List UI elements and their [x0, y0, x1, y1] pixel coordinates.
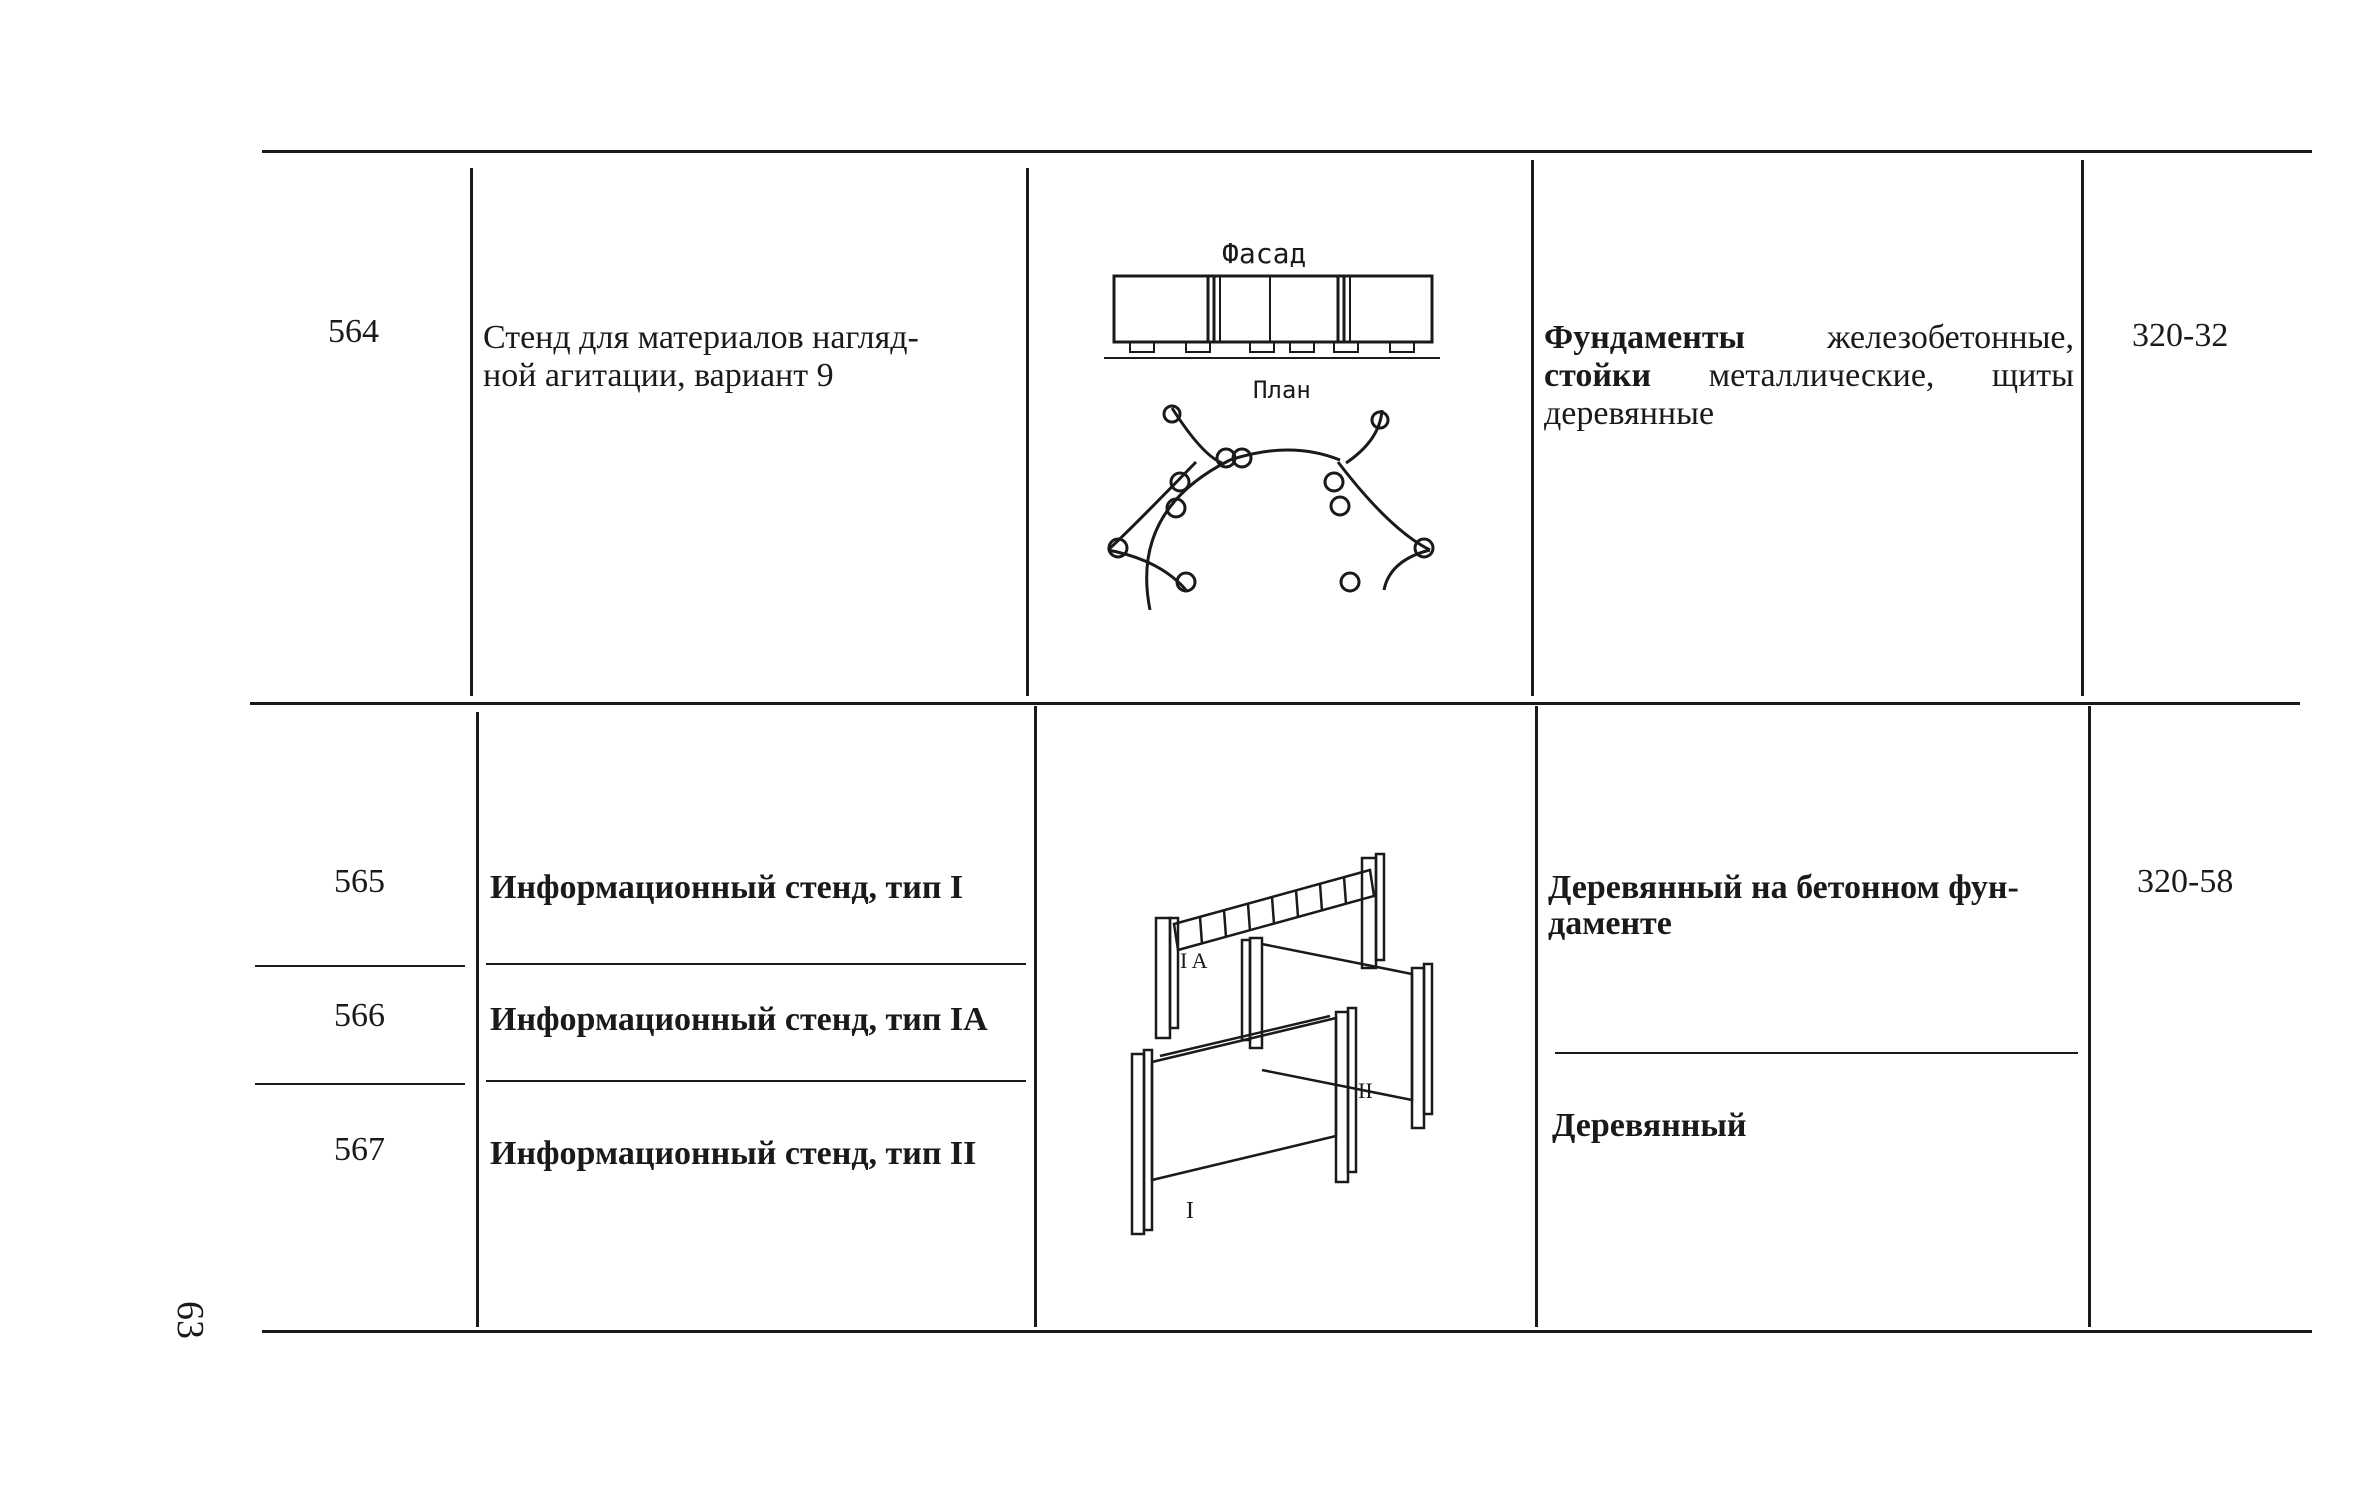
- facade-elevation: [1104, 276, 1440, 358]
- row-number-567: 567: [334, 1131, 385, 1168]
- material-564-word-posts: стойки: [1544, 357, 1652, 394]
- stand-i-right-post: [1362, 858, 1376, 968]
- row-name-565: Информационный стенд, тип I: [490, 869, 964, 906]
- row-name-567: Информационный стенд, тип II: [490, 1135, 977, 1172]
- col-sep-1-row2: [476, 712, 479, 1327]
- stand-ii-panel: [1152, 1018, 1336, 1180]
- row-project-565: 320-58: [2137, 863, 2234, 900]
- row-number-565: 565: [334, 863, 385, 900]
- plan-view: [1108, 406, 1433, 610]
- row-number-564: 564: [328, 313, 379, 350]
- row-number-566: 566: [334, 997, 385, 1034]
- subrow-divider-name-565-566: [486, 963, 1026, 965]
- col-sep-4-row1: [2081, 160, 2084, 696]
- row-material-564-line3: деревянные: [1544, 395, 1715, 432]
- label-ia: I A: [1180, 948, 1208, 973]
- material-564-word-metal: металлические,: [1708, 357, 1935, 394]
- subrow-divider-num-565-566: [255, 965, 465, 967]
- row-material-564-line2: [1544, 356, 2074, 396]
- col-sep-1-row1: [470, 168, 473, 696]
- row-material-566: Деревянный: [1552, 1107, 1747, 1144]
- label-i: I: [1186, 1198, 1194, 1224]
- col-sep-3-row2: [1535, 706, 1538, 1327]
- stand-ia-right-post: [1412, 968, 1424, 1128]
- row-name-564-line2: ной агитации, вариант 9: [483, 357, 834, 394]
- subrow-divider-name-566-567: [486, 1080, 1026, 1082]
- row-name-566: Информационный стенд, тип IA: [490, 1001, 988, 1038]
- row-divider-564-565: [250, 702, 2300, 705]
- information-stands-drawing: [1130, 840, 1460, 1240]
- col-sep-2-row1: [1026, 168, 1029, 696]
- stand-ii-left-post: [1132, 1054, 1144, 1234]
- material-564-word-reinforced: железобетонные,: [1826, 319, 2074, 356]
- row-material-565-line1: Деревянный на бетонном фун-: [1548, 869, 2019, 906]
- col-sep-2-row2: [1034, 706, 1037, 1327]
- row-name-564-line1: Стенд для материалов нагляд-: [483, 319, 919, 356]
- facade-label: Фасад: [1222, 237, 1307, 270]
- material-564-word-panels: щиты: [1991, 357, 2074, 394]
- row-material-564-line1: [1544, 318, 2074, 358]
- label-ii: II: [1358, 1078, 1373, 1103]
- plan-label: План: [1253, 376, 1311, 404]
- page-number: 63: [169, 1301, 211, 1339]
- material-564-word-foundations: Фундаменты: [1544, 319, 1746, 356]
- subrow-divider-num-566-567: [255, 1083, 465, 1085]
- stand-ii-right-post: [1336, 1012, 1348, 1182]
- table-bottom-rule: [262, 1330, 2312, 1333]
- row-material-565-line2: даменте: [1548, 905, 1672, 942]
- stand-i-left-post: [1156, 918, 1170, 1038]
- col-sep-3-row1: [1531, 160, 1534, 696]
- subrow-divider-material: [1555, 1052, 2078, 1054]
- stand-variant-9-drawing: [1090, 230, 1470, 610]
- row-project-564: 320-32: [2132, 317, 2229, 354]
- col-sep-4-row2: [2088, 706, 2091, 1327]
- table-top-rule: [262, 150, 2312, 153]
